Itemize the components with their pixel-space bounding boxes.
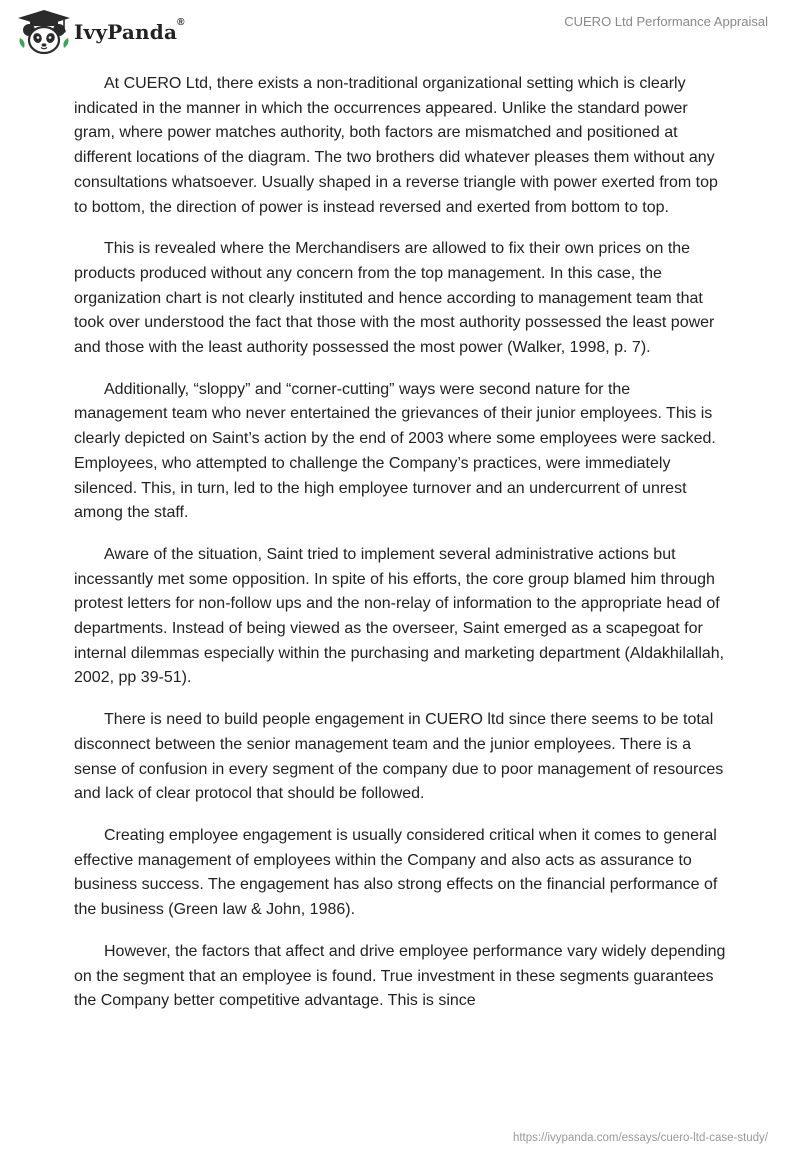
paragraph: This is revealed where the Merchandisers are allowed to fix their own prices on the products produced without any concern from the top management. In this case, the organization chart is not clearly instituted and hence according to management team that took over understood the fact that those with the most authority possessed the least power and those with the least authority possessed the most power (Walker, 1998, p. 7). bbox=[74, 240, 715, 357]
paragraph: However, the factors that affect and drive employee performance vary widely depending on the segment that an employee is found. True investment in these segments guarantees the Company better competitive advantage. This is since bbox=[74, 942, 726, 1010]
paragraph: Creating employee engagement is usually considered critical when it comes to general effective management of employees within the Company and also acts as assurance to business success. The engagement has also strong effects on the financial performance of the business (Green law & John, 1986). bbox=[74, 826, 718, 919]
paragraph: Additionally, “sloppy” and “corner-cutting” ways were second nature for the management team who never entertained the grievances of their junior employees. This is clearly depicted on Saint’s action by the end of 2003 where some employees were sacked. Employees, who attempted to challenge the Company’s practices, were immediately silenced. This, in turn, led to the high employee turnover and an undercurrent of unrest among the staff. bbox=[74, 380, 716, 522]
running-title: CUERO Ltd Performance Appraisal bbox=[564, 14, 768, 29]
source-url[interactable]: https://ivypanda.com/essays/cuero-ltd-case-study/ bbox=[512, 1132, 768, 1144]
paragraph: There is need to build people engagement in CUERO ltd since there seems to be total disconnect between the senior management team and the junior employees. There is a sense of confusion in every segment of the company due to poor management of resources and lack of clear protocol that should be followed. bbox=[74, 711, 724, 803]
ivypanda-logo[interactable] bbox=[14, 8, 185, 56]
paragraph: At CUERO Ltd, there exists a non-traditional organizational setting which is clearly indicated in the manner in which the occurrences appeared. Unlike the standard power gram, where power matches authority, both factors are mismatched and positioned at different locations of the diagram. The two brothers did whatever pleases them without any consultations whatsoever. Usually shaped in a reverse triangle with power exerted from top to bottom, the direction of power is instead reversed and exerted from bottom to top. bbox=[74, 75, 718, 216]
essay-body bbox=[74, 72, 726, 1031]
panda-graduate-icon bbox=[14, 8, 72, 56]
registered-mark: ® bbox=[177, 17, 185, 28]
page-header bbox=[0, 0, 800, 64]
brand-name: IvyPanda® bbox=[74, 17, 185, 44]
paragraph: Aware of the situation, Saint tried to implement several administrative actions but incessantly met some opposition. In spite of his efforts, the core group blamed him through protest letters for non-follow ups and the non-relay of information to the appropriate head of departments. Instead of being viewed as the overseer, Saint emerged as a scapegoat for internal dilemmas especially within the purchasing and marketing department (Aldakhilallah, 2002, pp 39-51). bbox=[74, 545, 725, 687]
